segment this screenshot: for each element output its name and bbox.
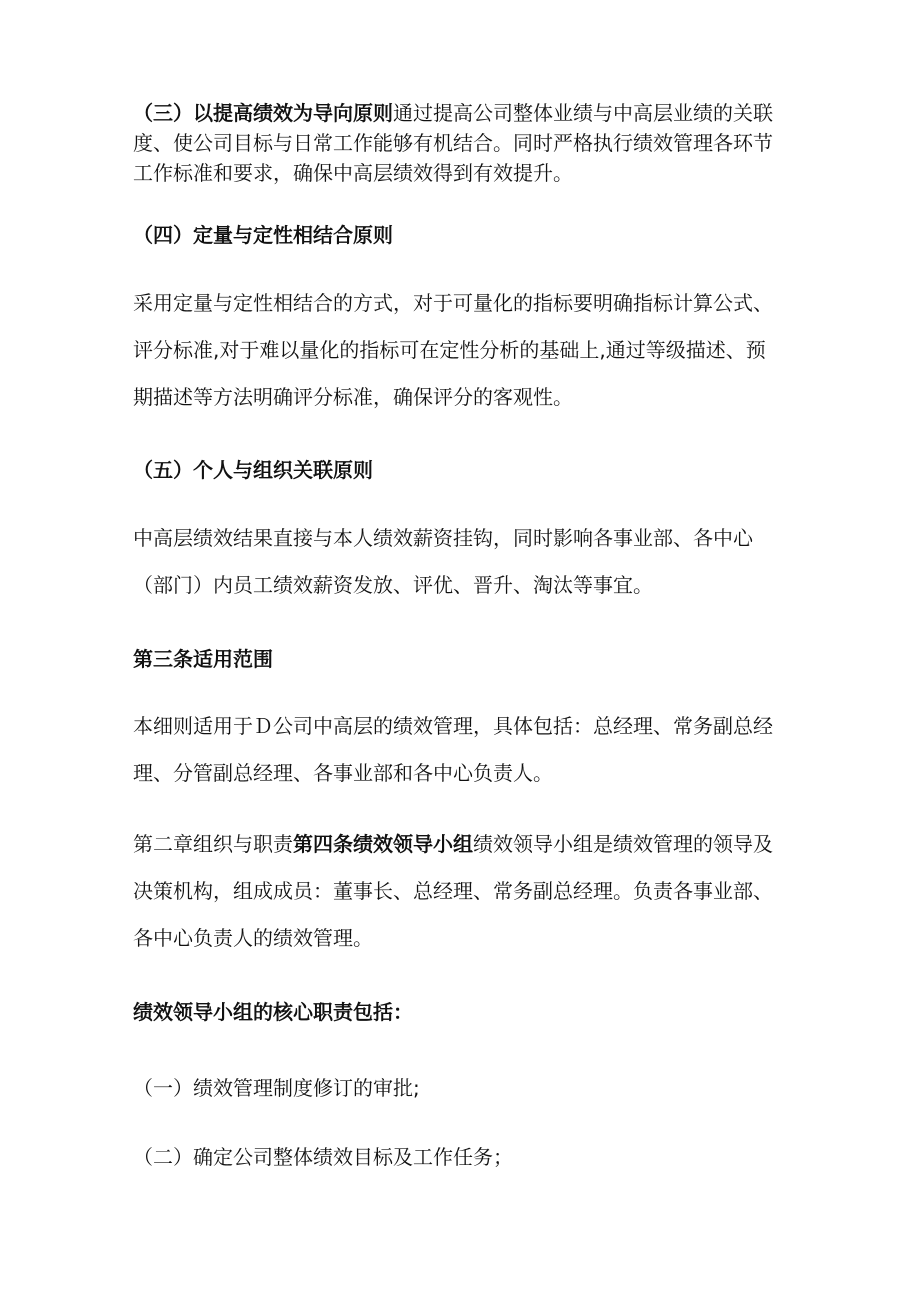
article-3-title: 第三条适用范围 xyxy=(133,647,273,671)
paragraph-scope xyxy=(133,703,793,797)
paragraph-line: 本细则适用于Ｄ公司中高层的绩效管理，具体包括：总经理、常务副总经 xyxy=(133,714,773,738)
heading-principle-4: （四）定量与定性相结合原则 xyxy=(133,223,393,247)
paragraph-principle-5 xyxy=(133,515,793,609)
paragraph-line: 中高层绩效结果直接与本人绩效薪资挂钩，同时影响各事业部、各中心 xyxy=(133,526,753,550)
article-4-title: 第四条绩效领导小组 xyxy=(293,832,473,856)
principle-3-text: 通过提高公司整体业绩与中高层业绩的关联 xyxy=(393,101,773,125)
heading-principle-5: （五）个人与组织关联原则 xyxy=(133,458,373,482)
paragraph-line: 各中心负责人的绩效管理。 xyxy=(133,926,373,950)
paragraph-line: 工作标准和要求，确保中高层绩效得到有效提升。 xyxy=(133,161,573,185)
paragraph-line: （部门）内员工绩效薪资发放、评优、晋升、淘汰等事宜。 xyxy=(133,573,653,597)
paragraph-line: 决策机构，组成成员：董事长、总经理、常务副总经理。负责各事业部、 xyxy=(133,879,773,903)
paragraph-principle-3 xyxy=(133,98,793,188)
principle-3-heading: （三）以提高绩效为导向原则 xyxy=(133,101,393,125)
heading-core-duties: 绩效领导小组的核心职责包括： xyxy=(133,1000,413,1024)
paragraph-line: 采用定量与定性相结合的方式，对于可量化的指标要明确指标计算公式、 xyxy=(133,291,773,315)
paragraph-line: 期描述等方法明确评分标准，确保评分的客观性。 xyxy=(133,385,573,409)
paragraph-chapter-2 xyxy=(133,821,793,962)
paragraph-line: 评分标准,对于难以量化的指标可在定性分析的基础上,通过等级描述、预 xyxy=(133,338,766,362)
paragraph-line: 度、使公司目标与日常工作能够有机结合。同时严格执行绩效管理各环节 xyxy=(133,131,773,155)
list-item: （一）绩效管理制度修订的审批; xyxy=(133,1076,420,1100)
list-item: （二）确定公司整体绩效目标及工作任务； xyxy=(133,1145,513,1169)
chapter-2-title: 第二章组织与职责 xyxy=(133,832,293,856)
article-4-text: 绩效领导小组是绩效管理的领导及 xyxy=(473,832,773,856)
paragraph-line: 理、分管副总经理、各事业部和各中心负责人。 xyxy=(133,761,553,785)
paragraph-line xyxy=(133,821,793,868)
paragraph-principle-4 xyxy=(133,280,793,421)
paragraph-line xyxy=(133,98,793,128)
